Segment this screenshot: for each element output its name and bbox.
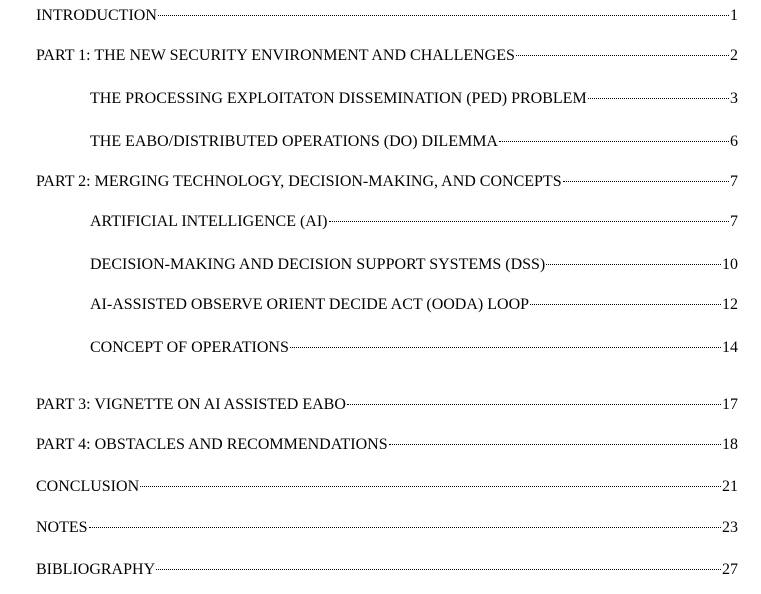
toc-entry-title: ARTIFICIAL INTELLIGENCE (AI): [90, 213, 328, 230]
toc-entry-concept-of-operations[interactable]: [90, 338, 738, 358]
toc-entry-conclusion[interactable]: [36, 477, 738, 497]
toc-entry-ooda-loop[interactable]: [90, 295, 738, 315]
toc-entry-page: 21: [722, 478, 738, 495]
dot-leader: [329, 221, 730, 222]
toc-entry-page: 23: [722, 519, 738, 536]
toc-entry-title: CONCLUSION: [36, 478, 140, 495]
toc-entry-title: PART 2: MERGING TECHNOLOGY, DECISION-MAKING, AND CONCEPTS: [36, 173, 562, 190]
toc-entry-title: BIBLIOGRAPHY: [36, 561, 156, 578]
toc-entry-page: 18: [722, 436, 738, 453]
toc-entry-title: INTRODUCTION: [36, 7, 157, 24]
toc-entry-title: PART 3: VIGNETTE ON AI ASSISTED EABO: [36, 396, 346, 413]
dot-leader: [89, 527, 721, 528]
toc-entry-part-2[interactable]: [36, 172, 738, 192]
toc-entry-title: DECISION-MAKING AND DECISION SUPPORT SYSTEMS (DSS): [90, 256, 546, 273]
toc-entry-page: 12: [722, 296, 738, 313]
toc-entry-bibliography[interactable]: [36, 560, 738, 580]
dot-leader: [563, 181, 729, 182]
dot-leader: [546, 264, 721, 265]
toc-entry-decision-support-systems[interactable]: [90, 255, 738, 275]
dot-leader: [389, 444, 721, 445]
dot-leader: [140, 486, 721, 487]
toc-entry-title: CONCEPT OF OPERATIONS: [90, 339, 289, 356]
toc-entry-page: 7: [730, 173, 738, 190]
dot-leader: [499, 141, 729, 142]
dot-leader: [588, 98, 729, 99]
toc-entry-page: 7: [730, 213, 738, 230]
dot-leader: [347, 404, 721, 405]
toc-entry-part-4[interactable]: [36, 435, 738, 455]
toc-entry-part-1[interactable]: [36, 46, 738, 66]
toc-entry-title: AI-ASSISTED OBSERVE ORIENT DECIDE ACT (OODA) LOOP: [90, 296, 530, 313]
toc-entry-page: 2: [730, 47, 738, 64]
toc-entry-title: THE PROCESSING EXPLOITATON DISSEMINATION (PED) PROBLEM: [90, 90, 587, 107]
dot-leader: [156, 569, 721, 570]
toc-entry-introduction[interactable]: [36, 6, 738, 26]
dot-leader: [290, 347, 721, 348]
toc-entry-page: 17: [722, 396, 738, 413]
toc-entry-title: THE EABO/DISTRIBUTED OPERATIONS (DO) DILEMMA: [90, 133, 498, 150]
toc-entry-artificial-intelligence[interactable]: [90, 212, 738, 232]
toc-entry-page: 10: [722, 256, 738, 273]
toc-entry-page: 3: [730, 90, 738, 107]
toc-entry-title: PART 4: OBSTACLES AND RECOMMENDATIONS: [36, 436, 388, 453]
toc-entry-notes[interactable]: [36, 518, 738, 538]
toc-entry-page: 27: [722, 561, 738, 578]
toc-entry-ped-problem[interactable]: [90, 89, 738, 109]
toc-entry-page: 14: [722, 339, 738, 356]
dot-leader: [516, 55, 729, 56]
toc-entry-part-3[interactable]: [36, 395, 738, 415]
dot-leader: [158, 15, 729, 16]
toc-entry-page: 1: [730, 7, 738, 24]
toc-entry-eabo-dilemma[interactable]: [90, 132, 738, 152]
toc-entry-page: 6: [730, 133, 738, 150]
toc-entry-title: PART 1: THE NEW SECURITY ENVIRONMENT AND CHALLENGES: [36, 47, 515, 64]
toc-entry-title: NOTES: [36, 519, 88, 536]
dot-leader: [530, 304, 721, 305]
